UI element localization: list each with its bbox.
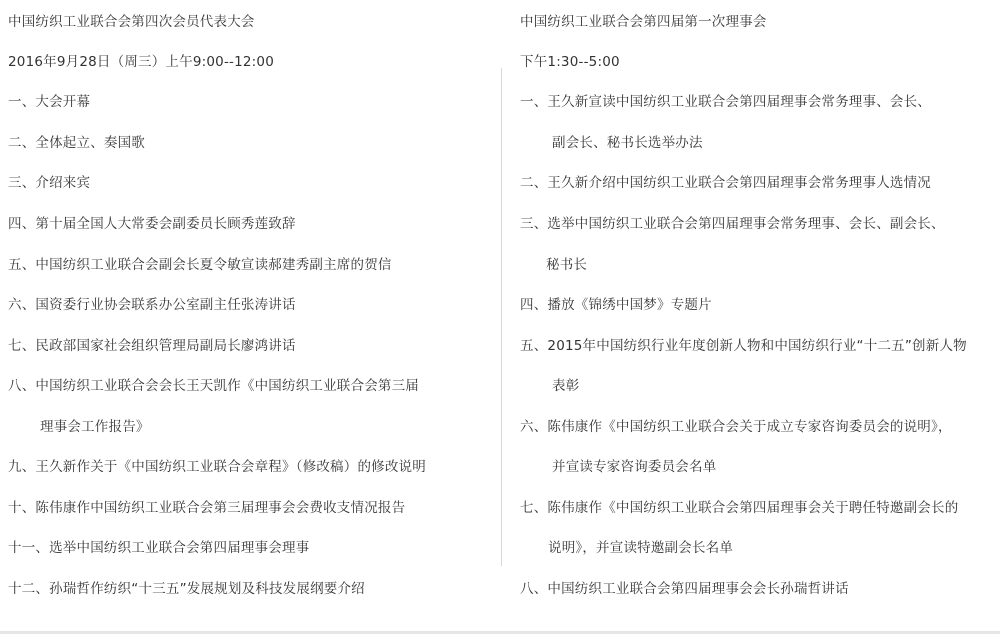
list-item: 十、陈伟康作中国纺织工业联合会第三届理事会会费收支情况报告	[8, 500, 406, 516]
list-item: 六、国资委行业协会联系办公室副主任张涛讲话	[8, 297, 296, 313]
column-divider	[501, 68, 502, 566]
list-item: 八、中国纺织工业联合会会长王天凯作《中国纺织工业联合会第三届	[8, 378, 419, 394]
list-item: 二、王久新介绍中国纺织工业联合会第四届理事会常务理事人选情况	[520, 175, 931, 191]
left-title: 中国纺织工业联合会第四次会员代表大会	[8, 14, 255, 30]
list-item: 五、中国纺织工业联合会副会长夏令敏宣读郝建秀副主席的贺信	[8, 257, 392, 273]
list-item: 十二、孙瑞哲作纺织“十三五”发展规划及科技发展纲要介绍	[8, 581, 365, 597]
list-item-continuation: 副会长、秘书长选举办法	[552, 135, 703, 151]
list-item: 四、播放《锦绣中国梦》专题片	[520, 297, 712, 313]
list-item-continuation: 并宣读专家咨询委员会名单	[552, 459, 717, 475]
list-item: 一、大会开幕	[8, 94, 91, 110]
list-item: 三、介绍来宾	[8, 175, 91, 191]
list-item: 三、选举中国纺织工业联合会第四届理事会常务理事、会长、副会长、	[520, 216, 945, 232]
right-title: 中国纺织工业联合会第四届第一次理事会	[520, 14, 767, 30]
right-datetime: 下午1:30--5:00	[520, 54, 620, 70]
list-item: 二、全体起立、奏国歌	[8, 135, 145, 151]
list-item-continuation: 说明》，并宣读特邀副会长名单	[548, 540, 734, 556]
list-item-continuation: 表彰	[552, 378, 580, 394]
list-item: 五、2015年中国纺织行业年度创新人物和中国纺织行业“十二五”创新人物	[520, 338, 967, 354]
list-item: 七、民政部国家社会组织管理局副局长廖鸿讲话	[8, 338, 296, 354]
list-item: 十一、选举中国纺织工业联合会第四届理事会理事	[8, 540, 310, 556]
list-item: 一、王久新宣读中国纺织工业联合会第四届理事会常务理事、会长、	[520, 94, 931, 110]
left-datetime: 2016年9月28日（周三）上午9:00--12:00	[8, 54, 274, 70]
list-item-continuation: 秘书长	[546, 257, 588, 273]
list-item-continuation: 理事会工作报告》	[40, 419, 150, 435]
list-item: 七、陈伟康作《中国纺织工业联合会第四届理事会关于聘任特邀副会长的	[520, 500, 959, 516]
list-item: 九、王久新作关于《中国纺织工业联合会章程》（修改稿）的修改说明	[8, 459, 426, 475]
list-item: 六、陈伟康作《中国纺织工业联合会关于成立专家咨询委员会的说明》，	[520, 419, 952, 435]
list-item: 八、中国纺织工业联合会第四届理事会会长孙瑞哲讲话	[520, 581, 849, 597]
list-item: 四、第十届全国人大常委会副委员长顾秀莲致辞	[8, 216, 296, 232]
